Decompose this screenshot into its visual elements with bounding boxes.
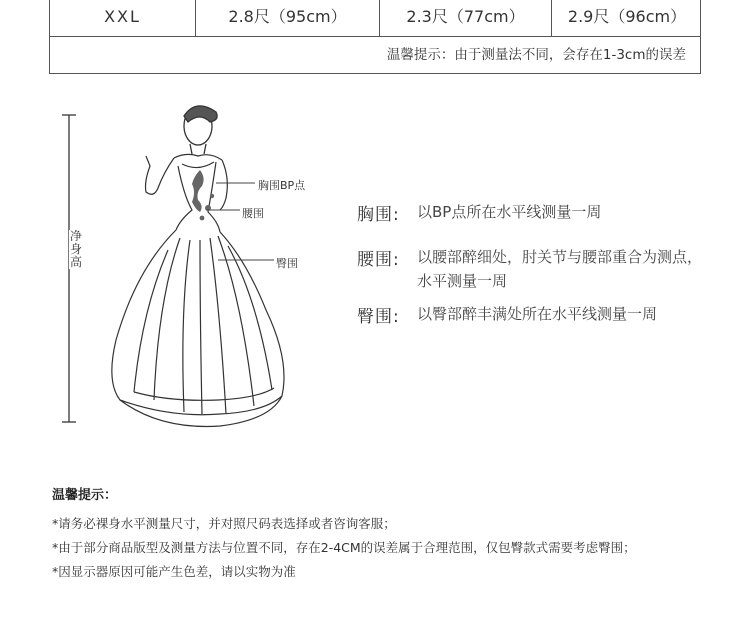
waist-cell: 2.3尺（77cm） bbox=[380, 0, 552, 36]
figure-torso bbox=[146, 154, 228, 232]
hip-term: 臀围: bbox=[357, 307, 400, 327]
table-note-row bbox=[50, 37, 700, 73]
hip-cell: 2.9尺（96cm） bbox=[567, 7, 687, 26]
tip-line: *因显示器原因可能产生色差，请以实物为准 bbox=[52, 564, 296, 579]
tip-line: *由于部分商品版型及测量方法与位置不同，存在2-4CM的误差属于合理范围，仅包臀款式需要考虑臀围； bbox=[52, 540, 636, 555]
ball-gown-illustration bbox=[50, 100, 350, 440]
waist-label: 腰围 bbox=[242, 207, 264, 220]
waist-term: 腰围: bbox=[357, 250, 400, 270]
hip-desc: 以臀部醉丰满处所在水平线测量一周 bbox=[417, 305, 658, 323]
tips-section bbox=[52, 484, 732, 584]
height-label: 净身高 bbox=[69, 229, 82, 269]
figure-head bbox=[184, 106, 217, 154]
size-cell: XXL bbox=[50, 0, 196, 36]
dress-figure bbox=[50, 100, 350, 440]
size-row-xxl bbox=[50, 0, 700, 37]
lace-detail bbox=[192, 170, 214, 220]
size-table bbox=[49, 0, 701, 74]
tips-title: 温馨提示： bbox=[52, 488, 118, 503]
bust-bp-label: 胸围BP点 bbox=[258, 179, 306, 192]
waist-desc: 以腰部醉细处，肘关节与腰部重合为测点，水平测量一周 bbox=[417, 248, 703, 290]
hip-label: 臀围 bbox=[276, 257, 298, 270]
figure-skirt bbox=[112, 230, 284, 426]
measurement-error-note: 温馨提示：由于测量法不同，会存在1-3cm的误差 bbox=[386, 47, 686, 63]
bust-term: 胸围: bbox=[357, 205, 400, 225]
bust-desc: 以BP点所在水平线测量一周 bbox=[417, 203, 602, 221]
bust-cell: 2.8尺（95cm） bbox=[196, 0, 380, 36]
tip-line: *请务必裸身水平测量尺寸，并对照尺码表选择或者咨询客服； bbox=[52, 516, 396, 531]
